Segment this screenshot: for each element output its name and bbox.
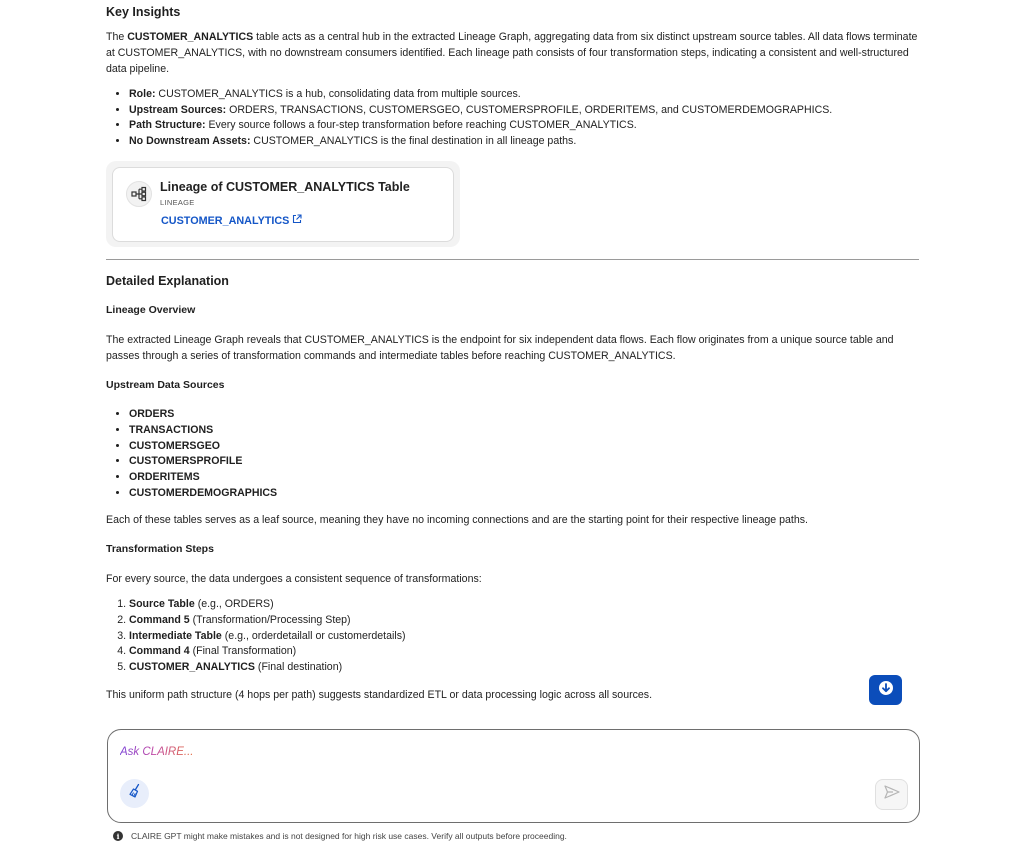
list-item: 4. Command 4 (Final Transformation) — [129, 644, 406, 660]
closing-text: This uniform path structure (4 hops per path) suggests standardized ETL or data processing logic across all sources. — [106, 689, 653, 701]
scroll-down-button[interactable] — [869, 675, 902, 705]
lineage-overview-heading: Lineage Overview — [106, 304, 196, 316]
chat-input[interactable] — [120, 744, 724, 764]
info-icon: i — [113, 831, 123, 841]
chat-input-placeholder: Ask CLAIRE... — [120, 746, 194, 758]
lineage-asset-link[interactable] — [161, 214, 302, 227]
section-divider — [106, 259, 919, 260]
broom-icon — [127, 783, 143, 804]
clear-chat-button[interactable] — [120, 779, 149, 808]
transformation-steps-heading: Transformation Steps — [106, 543, 214, 555]
detailed-explanation-heading: Detailed Explanation — [106, 274, 229, 288]
lineage-asset-link-label: CUSTOMER_ANALYTICS — [161, 214, 290, 227]
list-item: 2. Command 5 (Transformation/Processing Step) — [129, 613, 406, 629]
list-item: 5. CUSTOMER_ANALYTICS (Final destination) — [129, 660, 406, 676]
list-item: • Path Structure: Every source follows a four-step transformation before reaching CUSTOMER_ANALYTICS. — [129, 118, 832, 134]
key-insights-intro: The CUSTOMER_ANALYTICS table acts as a central hub in the extracted Lineage Graph, aggregating data from six distinct upstream source tables. All data flows terminate at CUSTOMER_ANALYTICS, with no downstream consumers identified. Each lineage path consists of four transformation steps, indicating a consistent and well-structured data pipeline. — [106, 31, 918, 75]
transformation-steps-list — [106, 597, 406, 676]
list-item: • Role: CUSTOMER_ANALYTICS is a hub, consolidating data from multiple sources. — [129, 87, 832, 103]
lineage-card-container — [106, 161, 460, 247]
upstream-sources-heading: Upstream Data Sources — [106, 379, 225, 391]
list-item: • CUSTOMERSGEO — [129, 439, 277, 455]
list-item: • No Downstream Assets: CUSTOMER_ANALYTICS is the final destination in all lineage paths. — [129, 134, 832, 150]
disclaimer — [113, 831, 567, 841]
send-icon — [883, 784, 901, 805]
steps-intro: For every source, the data undergoes a consistent sequence of transformations: — [106, 573, 482, 585]
lineage-overview-text: The extracted Lineage Graph reveals that CUSTOMER_ANALYTICS is the endpoint for six independent data flows. Each flow originates from a unique source table and passes through a series of transformation commands and intermediate tables before reaching CUSTOMER_ANALYTICS. — [106, 334, 894, 362]
arrow-down-circle-icon — [878, 680, 894, 701]
send-button[interactable] — [875, 779, 908, 810]
sources-note: Each of these tables serves as a leaf source, meaning they have no incoming connections and are the starting point for their respective lineage paths. — [106, 514, 808, 526]
list-item: • TRANSACTIONS — [129, 423, 277, 439]
intro-bold-table: CUSTOMER_ANALYTICS — [127, 31, 254, 43]
list-item: • ORDERITEMS — [129, 470, 277, 486]
key-insights-heading: Key Insights — [106, 5, 181, 19]
list-item: • CUSTOMERDEMOGRAPHICS — [129, 486, 277, 502]
key-insights-list — [106, 87, 832, 150]
disclaimer-text: CLAIRE GPT might make mistakes and is not designed for high risk use cases. Verify all outputs before proceeding. — [131, 831, 567, 841]
lineage-card-title: Lineage of CUSTOMER_ANALYTICS Table — [160, 180, 410, 194]
chat-composer — [107, 729, 920, 823]
list-item: • CUSTOMERSPROFILE — [129, 454, 277, 470]
lineage-card-tag: LINEAGE — [160, 198, 195, 207]
list-item: 1. Source Table (e.g., ORDERS) — [129, 597, 406, 613]
list-item: 3. Intermediate Table (e.g., orderdetailall or customerdetails) — [129, 629, 406, 645]
external-link-icon — [292, 214, 302, 227]
list-item: • Upstream Sources: ORDERS, TRANSACTIONS, CUSTOMERSGEO, CUSTOMERSPROFILE, ORDERITEMS, and CUSTOMERDEMOGRAPHICS. — [129, 103, 832, 119]
list-item: • ORDERS — [129, 407, 277, 423]
upstream-sources-list — [106, 407, 277, 502]
lineage-card[interactable] — [112, 167, 454, 242]
lineage-icon — [126, 181, 152, 207]
